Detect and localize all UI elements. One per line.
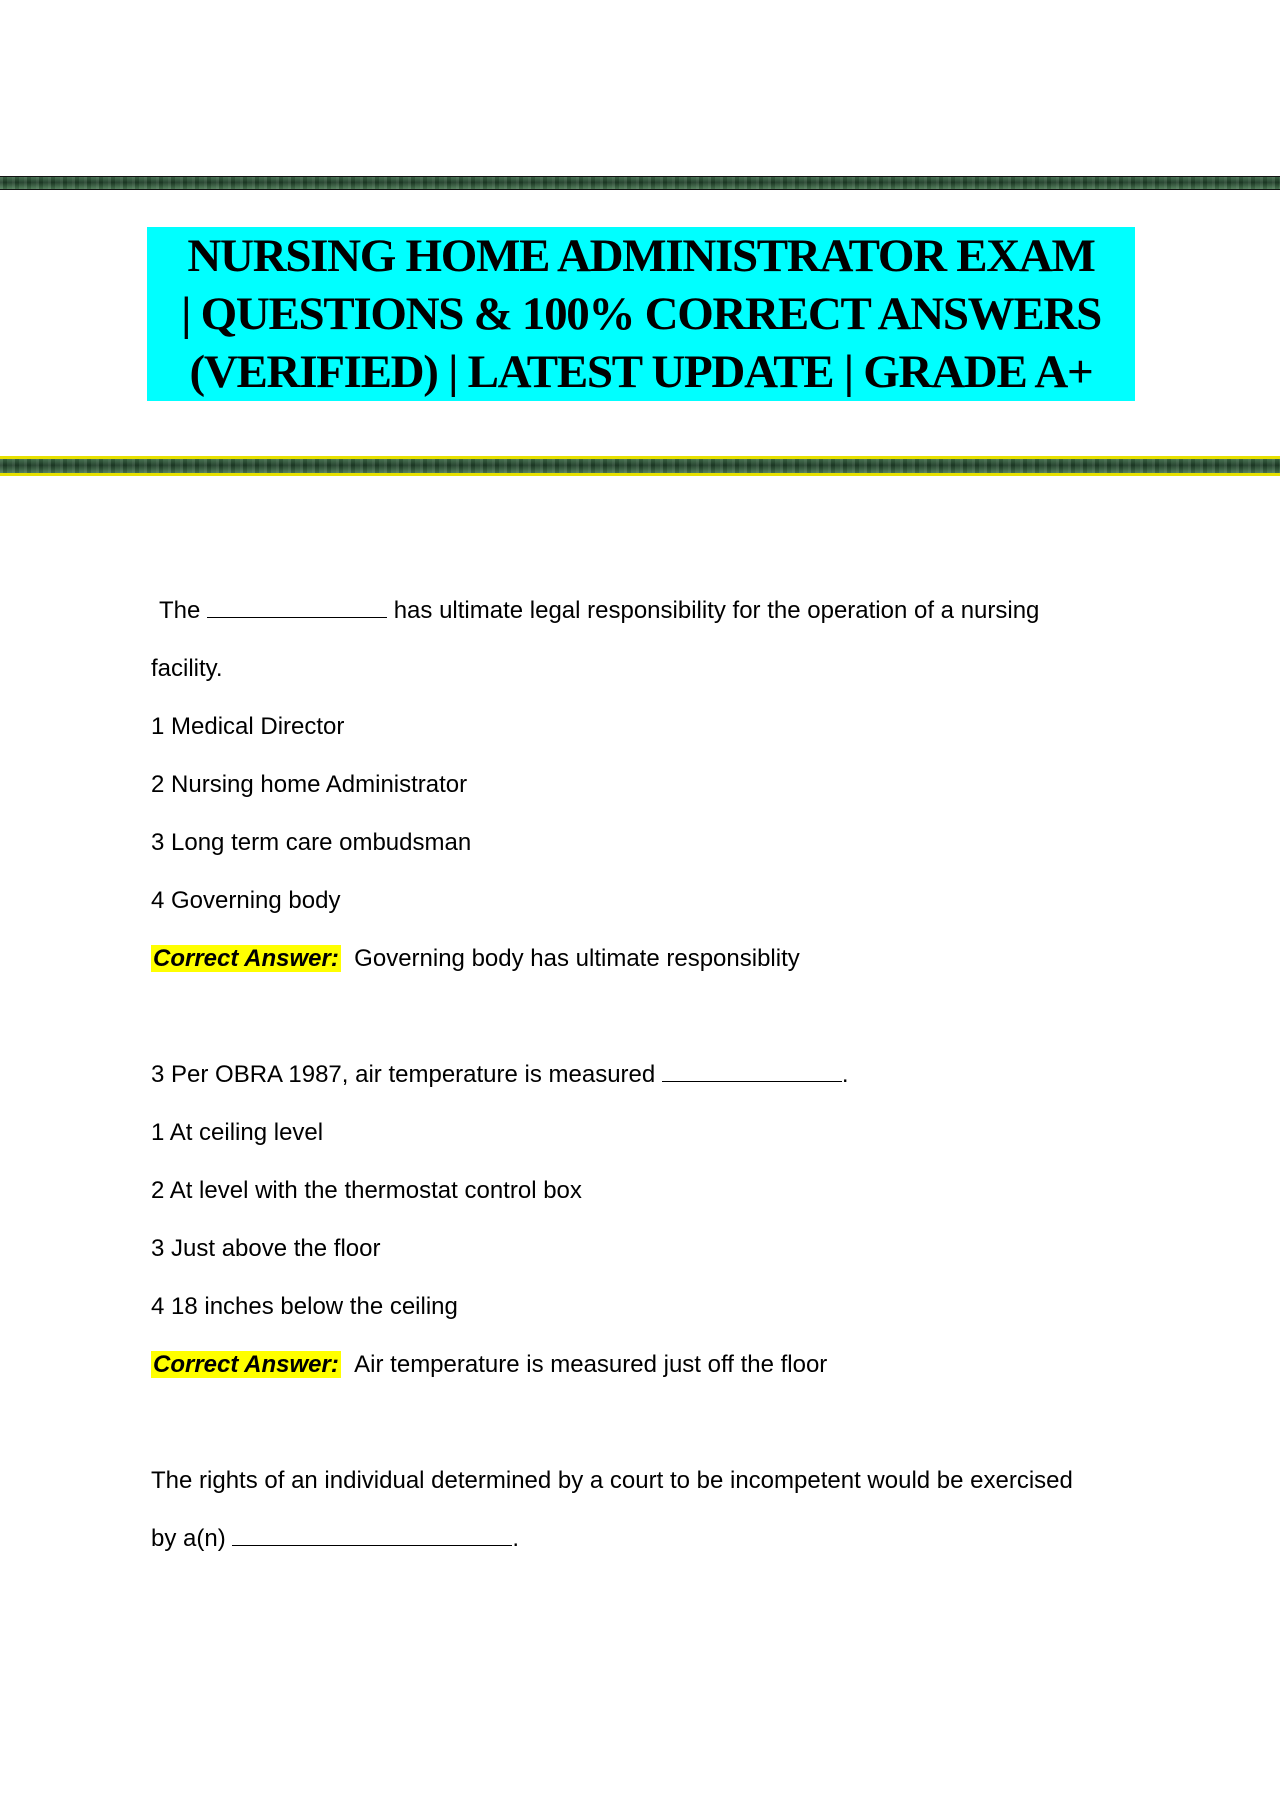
question-2-option-2: 2 At level with the thermostat control box: [151, 1177, 582, 1204]
question-1-option-4: 4 Governing body: [151, 887, 341, 914]
spacer: [151, 1394, 1141, 1452]
question-1-answer-text: Governing body has ultimate responsiblity: [354, 945, 800, 972]
answer-blank: [207, 595, 387, 618]
question-2-stem: [151, 1046, 1141, 1104]
question-2-stem-start: 3 Per OBRA 1987, air temperature is measured: [151, 1061, 656, 1088]
question-1-option-2: 2 Nursing home Administrator: [151, 771, 468, 798]
question-1-stem-continued: facility.: [151, 655, 223, 682]
question-2-option-1: 1 At ceiling level: [151, 1119, 324, 1146]
title-line-3: (VERIFIED) | LATEST UPDATE | GRADE A+: [189, 346, 1093, 398]
question-2-option-4: 4 18 inches below the ceiling: [151, 1293, 458, 1320]
question-3-stem-end: .: [512, 1525, 520, 1552]
question-3-stem-continued: [151, 1510, 1141, 1568]
question-3-stem-start: by a(n): [151, 1525, 226, 1552]
question-1-answer: [151, 930, 1141, 988]
question-2-answer: [151, 1336, 1141, 1394]
spacer: [151, 988, 1141, 1046]
question-2-stem-end: .: [841, 1061, 849, 1088]
question-1-stem-end: has ultimate legal responsibility for the operation of a nursing: [393, 597, 1040, 624]
bottom-decorative-rule: [0, 456, 1280, 476]
document-title: [147, 227, 1135, 401]
question-2-answer-text: Air temperature is measured just off the floor: [354, 1351, 828, 1378]
question-list: [151, 582, 1141, 1568]
title-line-2: | QUESTIONS & 100% CORRECT ANSWERS: [181, 288, 1101, 340]
answer-blank: [232, 1523, 512, 1546]
question-1-option-3: 3 Long term care ombudsman: [151, 829, 472, 856]
top-decorative-rule: [0, 176, 1280, 190]
correct-answer-label: Correct Answer:: [153, 1351, 339, 1378]
question-1-stem: [151, 582, 1141, 640]
question-1-option-1: 1 Medical Director: [151, 713, 345, 740]
question-2-option-3: 3 Just above the floor: [151, 1235, 381, 1262]
question-3-stem: The rights of an individual determined by a court to be incompetent would be exercised: [151, 1467, 1073, 1494]
correct-answer-label: Correct Answer:: [153, 945, 339, 972]
title-line-1: NURSING HOME ADMINISTRATOR EXAM: [187, 230, 1095, 282]
answer-blank: [662, 1059, 842, 1082]
question-1-stem-start: The: [159, 597, 201, 624]
